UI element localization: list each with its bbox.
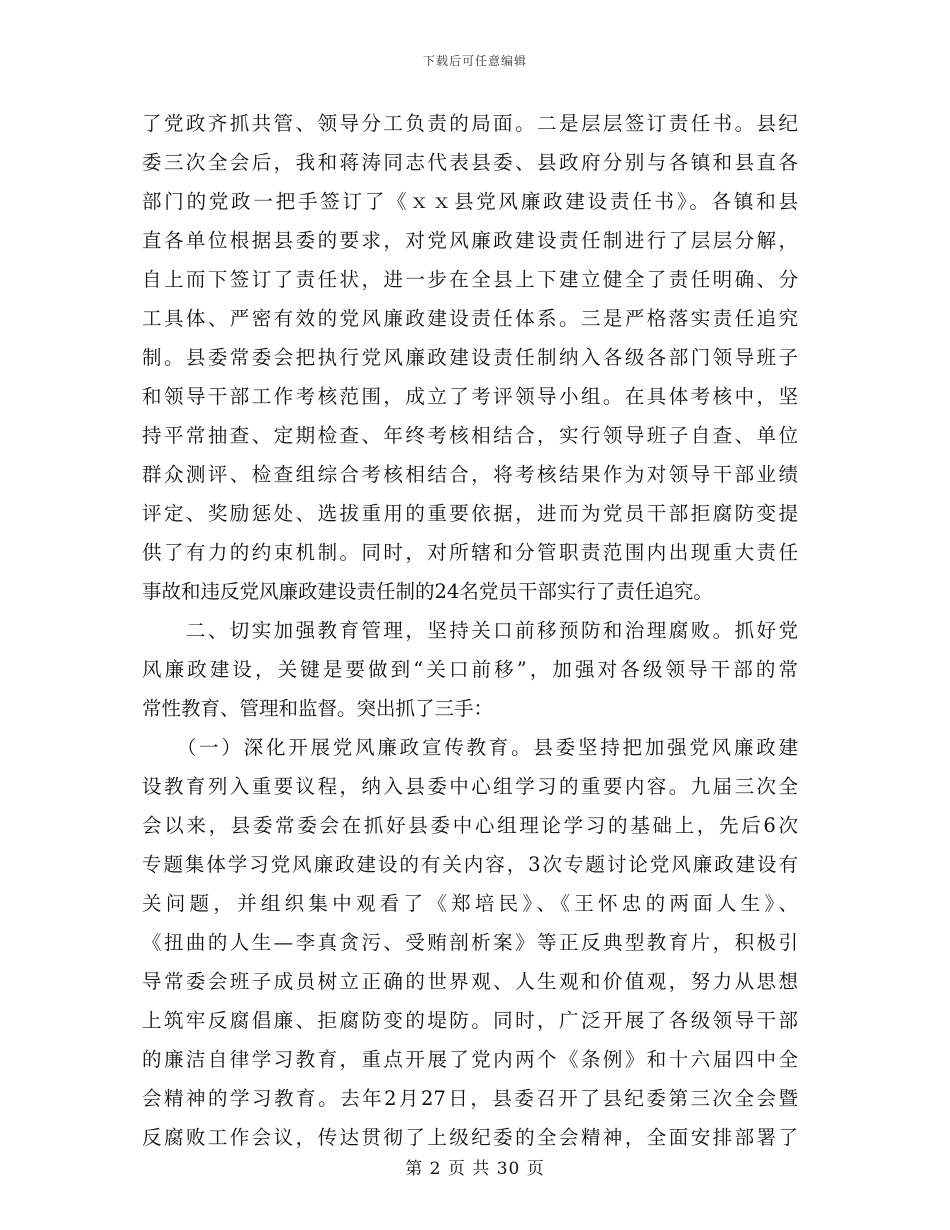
text-line: 专题集体学习党风廉政建设的有关内容，3次专题讨论党风廉政建设有 — [142, 853, 798, 876]
text-line: 常性教育、管理和监督。突出抓了三手： — [142, 697, 494, 720]
text-line: 《扭曲的人生—李真贪污、受贿剖析案》等正反典型教育片，积极引 — [142, 931, 798, 954]
text-line: 评定、奖励惩处、选拔重用的重要依据，进而为党员干部拒腐防变提 — [142, 502, 798, 525]
text-line: 会以来，县委常委会在抓好县委中心组理论学习的基础上，先后6次 — [142, 814, 798, 837]
document-body — [142, 104, 798, 1157]
text-line: 委三次全会后，我和蒋涛同志代表县委、县政府分别与各镇和县直各 — [142, 151, 798, 174]
text-line: 供了有力的约束机制。同时，对所辖和分管职责范围内出现重大责任 — [142, 541, 798, 564]
text-line: 自上而下签订了责任状，进一步在全县上下建立健全了责任明确、分 — [142, 268, 798, 291]
text-line: 直各单位根据县委的要求，对党风廉政建设责任制进行了层层分解， — [142, 229, 798, 252]
text-line: （一）深化开展党风廉政宣传教育。县委坚持把加强党风廉政建 — [142, 736, 798, 759]
text-line: 的廉洁自律学习教育，重点开展了党内两个《条例》和十六届四中全 — [142, 1048, 798, 1071]
text-line: 会精神的学习教育。去年2月27日，县委召开了县纪委第三次全会暨 — [142, 1087, 798, 1110]
text-line: 二、切实加强教育管理，坚持关口前移预防和治理腐败。抓好党 — [142, 619, 798, 642]
text-line: 反腐败工作会议，传达贯彻了上级纪委的全会精神，全面安排部署了 — [142, 1126, 798, 1149]
text-line: 关问题，并组织集中观看了《郑培民》、《王怀忠的两面人生》、 — [142, 892, 798, 915]
page-number-footer: 第 2 页 共 30 页 — [405, 1159, 545, 1179]
text-line: 设教育列入重要议程，纳入县委中心组学习的重要内容。九届三次全 — [142, 775, 798, 798]
text-line: 持平常抽查、定期检查、年终考核相结合，实行领导班子自查、单位 — [142, 424, 798, 447]
text-line: 导常委会班子成员树立正确的世界观、人生观和价值观，努力从思想 — [142, 970, 798, 993]
text-line: 工具体、严密有效的党风廉政建设责任体系。三是严格落实责任追究 — [142, 307, 798, 330]
page-header: 下载后可任意编辑 — [422, 54, 527, 68]
text-line: 部门的党政一把手签订了《ｘｘ县党风廉政建设责任书》。各镇和县 — [142, 190, 798, 213]
text-line: 制。县委常委会把执行党风廉政建设责任制纳入各级各部门领导班子 — [142, 346, 798, 369]
text-line: 和领导干部工作考核范围，成立了考评领导小组。在具体考核中，坚 — [142, 385, 798, 408]
text-line: 事故和违反党风廉政建设责任制的24名党员干部实行了责任追究。 — [142, 580, 713, 603]
text-line: 群众测评、检查组综合考核相结合，将考核结果作为对领导干部业绩 — [142, 463, 798, 486]
text-line: 了党政齐抓共管、领导分工负责的局面。二是层层签订责任书。县纪 — [142, 112, 798, 135]
text-line: 上筑牢反腐倡廉、拒腐防变的堤防。同时，广泛开展了各级领导干部 — [142, 1009, 798, 1032]
text-line: 风廉政建设，关键是要做到“关口前移”，加强对各级领导干部的常 — [142, 658, 798, 681]
